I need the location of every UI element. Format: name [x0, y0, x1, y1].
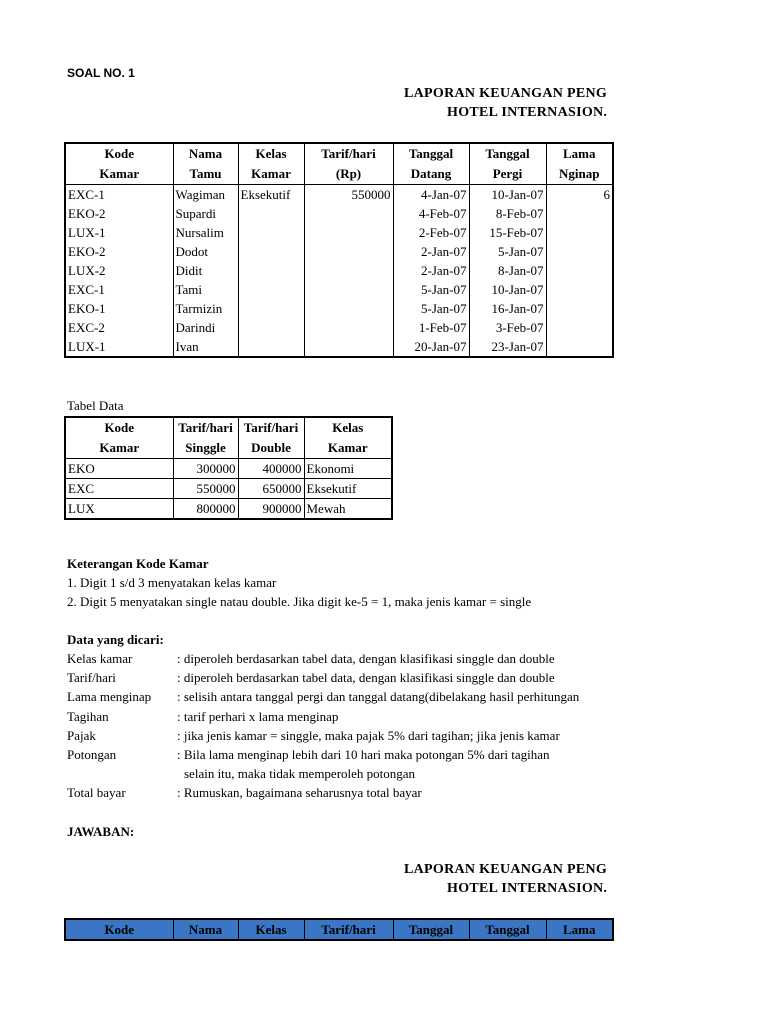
table-row — [65, 223, 613, 242]
table-cell — [238, 299, 304, 318]
header-cell: Nama — [173, 143, 238, 164]
report-title-line1: LAPORAN KEUANGAN PENG — [404, 86, 608, 101]
header-cell: Tarif/hari — [304, 143, 393, 164]
table-cell — [304, 318, 393, 337]
dicari-desc: : diperoleh berdasarkan tabel data, dengan klasifikasi singgle dan double — [177, 651, 555, 666]
table-cell: EKO — [65, 459, 173, 479]
table-cell — [304, 337, 393, 357]
table-cell — [238, 242, 304, 261]
table-cell: Supardi — [173, 204, 238, 223]
header-cell: Kelas — [304, 417, 392, 438]
table-cell — [238, 223, 304, 242]
table-cell — [304, 242, 393, 261]
soal-label: SOAL NO. 1 — [67, 66, 135, 80]
table-cell: Tami — [173, 280, 238, 299]
header-cell: Lama — [546, 143, 613, 164]
header-cell: Kamar — [65, 164, 173, 185]
table-cell: Wagiman — [173, 185, 238, 205]
table-cell: Nursalim — [173, 223, 238, 242]
table-cell — [546, 242, 613, 261]
table-row — [65, 185, 613, 205]
data-dicari-title: Data yang dicari: — [67, 632, 164, 647]
table-cell — [546, 223, 613, 242]
table-cell — [546, 337, 613, 357]
table-cell — [546, 204, 613, 223]
dicari-desc: : Bila lama menginap lebih dari 10 hari maka potongan 5% dari tagihan — [177, 747, 550, 762]
table-row — [65, 280, 613, 299]
table-row — [65, 337, 613, 357]
dicari-label: Tagihan — [67, 709, 109, 724]
header-cell: Kode — [65, 143, 173, 164]
table-cell — [304, 261, 393, 280]
table-cell — [238, 280, 304, 299]
header-cell: Kamar — [65, 438, 173, 459]
table-cell: 6 — [546, 185, 613, 205]
table-cell: Eksekutif — [304, 479, 392, 499]
table-cell: EXC-1 — [65, 280, 173, 299]
table-cell: LUX-1 — [65, 337, 173, 357]
table-cell: EXC-2 — [65, 318, 173, 337]
keterangan-line: 2. Digit 5 menyatakan single natau double. Jika digit ke-5 = 1, maka jenis kamar = single — [67, 594, 532, 609]
keterangan-line: 1. Digit 1 s/d 3 menyatakan kelas kamar — [67, 575, 277, 590]
dicari-label: Pajak — [67, 728, 96, 743]
table-row — [65, 204, 613, 223]
tabel-data-body — [65, 459, 392, 520]
dicari-label: Lama menginap — [67, 689, 152, 704]
header-cell: Nama — [173, 919, 238, 940]
table-cell: LUX-2 — [65, 261, 173, 280]
table-row — [65, 299, 613, 318]
header-cell: Singgle — [173, 438, 238, 459]
header-cell: Kamar — [304, 438, 392, 459]
header-cell: Tarif/hari — [238, 417, 304, 438]
table-cell — [546, 280, 613, 299]
header-cell: Kode — [65, 919, 173, 940]
dicari-desc: : diperoleh berdasarkan tabel data, dengan klasifikasi singgle dan double — [177, 670, 555, 685]
header-cell: Kamar — [238, 164, 304, 185]
table-cell: 15-Feb-07 — [469, 223, 546, 242]
header-cell: Kelas — [238, 143, 304, 164]
table-cell: 550000 — [173, 479, 238, 499]
table-cell: EXC-1 — [65, 185, 173, 205]
header-cell: Pergi — [469, 164, 546, 185]
table-cell: 2-Jan-07 — [393, 242, 469, 261]
table-cell: 650000 — [238, 479, 304, 499]
table-cell — [238, 261, 304, 280]
dicari-desc: : Rumuskan, bagaimana seharusnya total bayar — [177, 785, 422, 800]
table-cell: 550000 — [304, 185, 393, 205]
table-cell: 16-Jan-07 — [469, 299, 546, 318]
table-cell: Mewah — [304, 499, 392, 520]
table-cell: 2-Feb-07 — [393, 223, 469, 242]
dicari-label: Total bayar — [67, 785, 126, 800]
table-cell: 5-Jan-07 — [393, 299, 469, 318]
table-row — [65, 261, 613, 280]
table-row — [65, 499, 392, 520]
table-cell — [546, 261, 613, 280]
table-cell: 10-Jan-07 — [469, 280, 546, 299]
table-cell — [546, 318, 613, 337]
table-cell: EXC — [65, 479, 173, 499]
header-cell: Tarif/hari — [304, 919, 393, 940]
table-row — [65, 242, 613, 261]
table-cell: 20-Jan-07 — [393, 337, 469, 357]
table-cell — [304, 299, 393, 318]
table-cell: 8-Jan-07 — [469, 261, 546, 280]
table-cell: Didit — [173, 261, 238, 280]
dicari-desc: : jika jenis kamar = singgle, maka pajak 5% dari tagihan; jika jenis kamar — [177, 728, 560, 743]
header-cell: Tarif/hari — [173, 417, 238, 438]
header-cell: Nginap — [546, 164, 613, 185]
table-cell: 5-Jan-07 — [469, 242, 546, 261]
table-cell: 1-Feb-07 — [393, 318, 469, 337]
table-cell — [238, 337, 304, 357]
header-cell: Tanggal — [469, 143, 546, 164]
table-cell: Ivan — [173, 337, 238, 357]
answer-title-line2: HOTEL INTERNASION. — [447, 881, 608, 896]
table-cell: 2-Jan-07 — [393, 261, 469, 280]
header-cell: Tanggal — [469, 919, 546, 940]
table-row — [65, 479, 392, 499]
table-cell: Eksekutif — [238, 185, 304, 205]
table-cell: 4-Feb-07 — [393, 204, 469, 223]
table-cell: Tarmizin — [173, 299, 238, 318]
dicari-label: Potongan — [67, 747, 117, 762]
table-cell — [546, 299, 613, 318]
table-cell: LUX-1 — [65, 223, 173, 242]
answer-title-line1: LAPORAN KEUANGAN PENG — [404, 862, 608, 877]
header-cell: Double — [238, 438, 304, 459]
table-cell: Dodot — [173, 242, 238, 261]
dicari-desc: : tarif perhari x lama menginap — [177, 709, 339, 724]
keterangan-title: Keterangan Kode Kamar — [67, 556, 209, 571]
table-cell: EKO-1 — [65, 299, 173, 318]
main-table-body — [65, 185, 613, 358]
table-cell — [304, 204, 393, 223]
main-report-table — [64, 142, 614, 358]
table-cell — [304, 223, 393, 242]
header-cell: Kelas — [238, 919, 304, 940]
table-cell: Ekonomi — [304, 459, 392, 479]
dicari-label: Kelas kamar — [67, 651, 133, 666]
dicari-label: Tarif/hari — [67, 670, 116, 685]
answer-table — [64, 918, 614, 941]
dicari-desc: selain itu, maka tidak memperoleh potongan — [184, 766, 416, 781]
table-cell — [304, 280, 393, 299]
tabel-data-table — [64, 416, 393, 520]
header-cell: Lama — [546, 919, 613, 940]
table-cell: EKO-2 — [65, 204, 173, 223]
table-cell: 23-Jan-07 — [469, 337, 546, 357]
table-cell: 400000 — [238, 459, 304, 479]
table-cell: 8-Feb-07 — [469, 204, 546, 223]
table-cell: 5-Jan-07 — [393, 280, 469, 299]
table-cell: Darindi — [173, 318, 238, 337]
table-cell: 800000 — [173, 499, 238, 520]
header-cell: Datang — [393, 164, 469, 185]
header-cell: Tanggal — [393, 143, 469, 164]
table-cell — [238, 318, 304, 337]
table-cell: 10-Jan-07 — [469, 185, 546, 205]
tabel-data-label: Tabel Data — [67, 398, 124, 413]
dicari-desc: : selisih antara tanggal pergi dan tanggal datang(dibelakang hasil perhitungan — [177, 689, 580, 704]
table-cell: 900000 — [238, 499, 304, 520]
table-cell: LUX — [65, 499, 173, 520]
header-cell: Tamu — [173, 164, 238, 185]
table-row — [65, 459, 392, 479]
table-cell: 300000 — [173, 459, 238, 479]
table-cell: 3-Feb-07 — [469, 318, 546, 337]
header-cell: Kode — [65, 417, 173, 438]
jawaban-label: JAWABAN: — [67, 824, 135, 839]
header-cell: Tanggal — [393, 919, 469, 940]
table-cell: EKO-2 — [65, 242, 173, 261]
report-title-line2: HOTEL INTERNASION. — [447, 105, 608, 120]
table-row — [65, 318, 613, 337]
table-cell: 4-Jan-07 — [393, 185, 469, 205]
table-cell — [238, 204, 304, 223]
header-cell: (Rp) — [304, 164, 393, 185]
